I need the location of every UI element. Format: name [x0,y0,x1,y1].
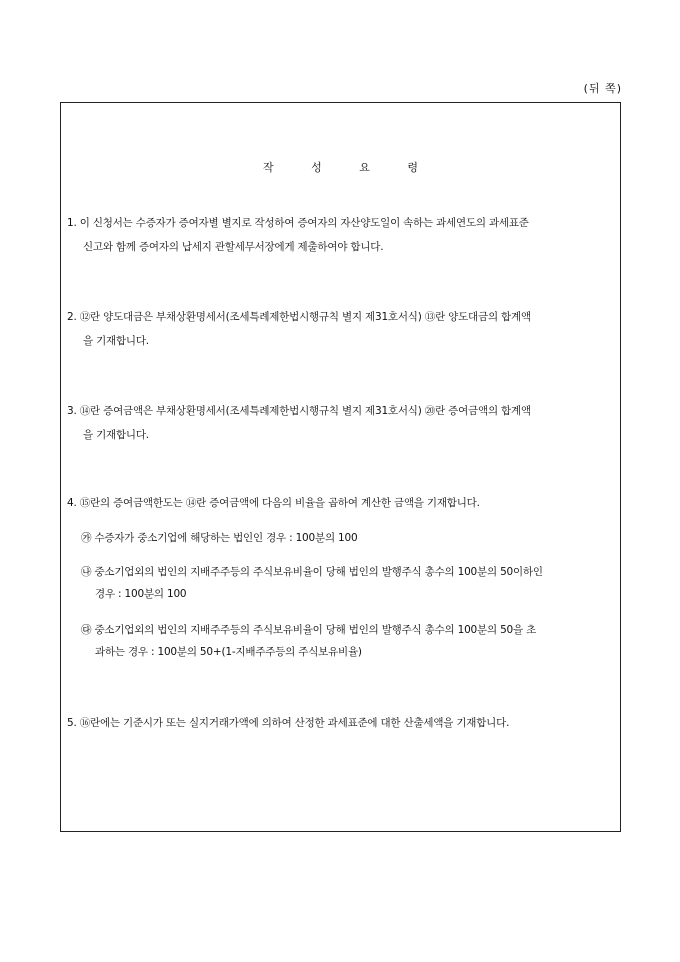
instruction-item-2 [67,305,615,353]
instruction-item-4 [67,491,615,515]
sub-item-da-line1: ㉰ 중소기업외의 법인의 지배주주등의 주식보유비율이 당해 법인의 발행주식 총수의 100분의 50을 초 [81,624,537,636]
instruction-item-1-line2: 신고와 함께 증여자의 납세지 관할세무서장에게 제출하여야 합니다. [83,241,384,253]
instruction-item-1 [67,211,615,259]
instruction-item-5 [67,711,615,735]
sub-item-na-line2: 경우 : 100분의 100 [95,588,187,600]
instruction-item-2-line2: 을 기재합니다. [83,335,149,347]
section-title [61,159,620,175]
title-char: 요 [359,161,370,174]
instruction-item-5-line1: 5. ⑯란에는 기준시가 또는 실지거래가액에 의하여 산정한 과세표준에 대한 산출세액을 기재합니다. [67,717,510,729]
instruction-item-3-line1: 3. ⑭란 증여금액은 부채상환명세서(조세특례제한법시행규칙 별지 제31호서식) ⑳란 증여금액의 합계액 [67,405,531,417]
sub-item-ga [81,527,615,549]
instruction-item-2-line1: 2. ⑫란 양도대금은 부채상환명세서(조세특례제한법시행규칙 별지 제31호서식) ⑬란 양도대금의 합계액 [67,311,531,323]
title-char: 성 [311,161,322,174]
page-side-label: (뒤 쪽) [583,82,622,95]
instruction-item-3-line2: 을 기재합니다. [83,429,149,441]
sub-item-na [81,561,615,605]
instructions-frame [60,102,621,832]
instruction-item-4-line1: 4. ⑮란의 증여금액한도는 ⑭란 증여금액에 다음의 비율을 곱하여 계산한 금액을 기재합니다. [67,497,480,509]
title-char: 령 [407,161,419,174]
instruction-item-1-line1: 1. 이 신청서는 수증자가 증여자별 별지로 작성하여 증여자의 자산양도일이 속하는 과세연도의 과세표준 [67,217,529,229]
title-char: 작 [262,161,274,174]
sub-item-na-line1: ㉯ 중소기업외의 법인의 지배주주등의 주식보유비율이 당해 법인의 발행주식 총수의 100분의 50이하인 [81,566,543,578]
instruction-item-3 [67,399,615,447]
sub-item-da [81,619,615,663]
sub-item-da-line2: 과하는 경우 : 100분의 50+(1-지배주주등의 주식보유비율) [95,646,362,658]
sub-item-ga-line1: ㉮ 수증자가 중소기업에 해당하는 법인인 경우 : 100분의 100 [81,532,358,544]
